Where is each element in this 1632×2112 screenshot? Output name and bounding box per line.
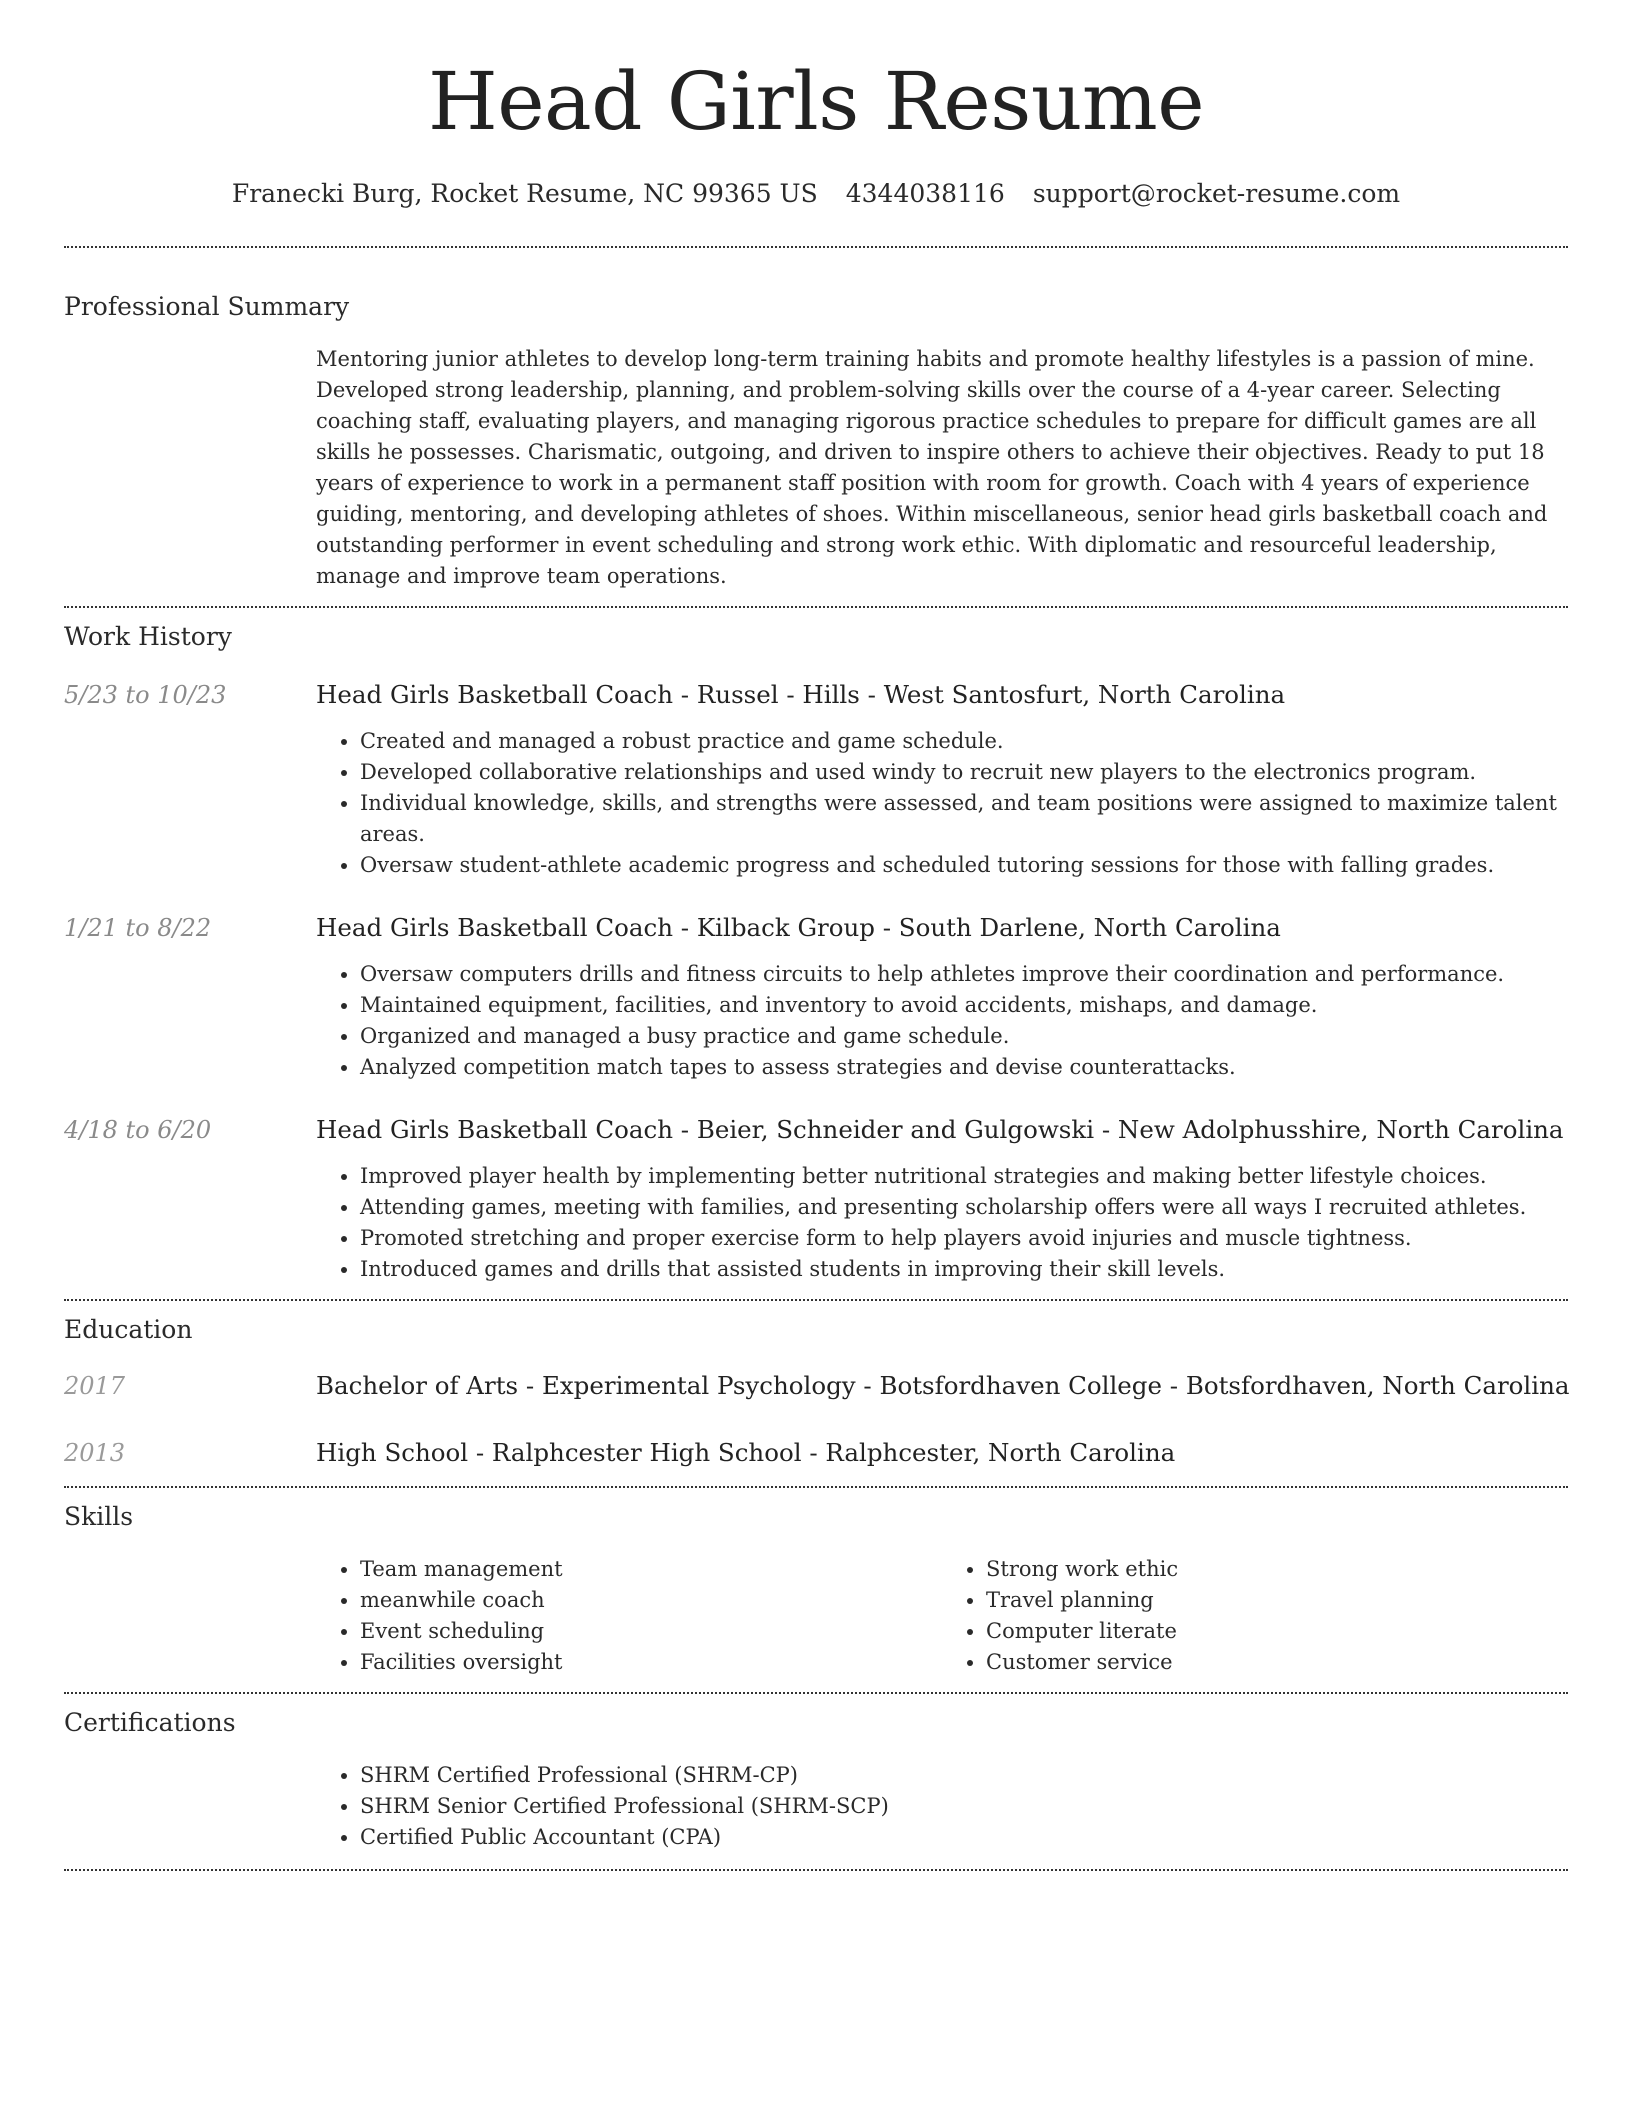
list-item: • SHRM Certified Professional (SHRM-CP)	[360, 1760, 1568, 1791]
section-title-education: Education	[64, 1315, 193, 1344]
job-date: 4/18 to 6/20	[64, 1116, 212, 1144]
job-bullets	[316, 726, 1568, 881]
work-history-section	[64, 608, 1568, 1285]
list-item: • Individual knowledge, skills, and strengths were assessed, and team positions were assigned to maximize talent areas.	[360, 788, 1568, 850]
job-entry	[64, 911, 1568, 1083]
contact-phone: 4344038116	[845, 179, 1005, 208]
list-item: • Oversaw student-athlete academic progress and scheduled tutoring sessions for those with falling grades.	[360, 850, 1568, 881]
summary-text: Mentoring junior athletes to develop long-term training habits and promote healthy lifestyles is a passion of mine. Developed strong leadership, planning, and problem-solving skills over the course of a 4-year career. Selecting coaching staff, evaluating players, and managing rigorous practice schedules to prepare for difficult games are all skills he possesses. Charismatic, outgoing, and driven to inspire others to achieve their objectives. Ready to put 18 years of experience to work in a permanent staff position with room for growth. Coach with 4 years of experience guiding, mentoring, and developing athletes of shoes. Within miscellaneous, senior head girls basketball coach and outstanding performer in event scheduling and strong work ethic. With diplomatic and resourceful leadership, manage and improve team operations.	[316, 347, 1548, 588]
skills-section	[64, 1488, 1568, 1678]
contact-line	[64, 176, 1568, 212]
section-title-summary: Professional Summary	[64, 292, 350, 321]
job-bullets	[316, 959, 1568, 1083]
section-title-skills: Skills	[64, 1502, 134, 1531]
list-item: • Analyzed competition match tapes to assess strategies and devise counterattacks.	[360, 1052, 1568, 1083]
skills-list-left	[316, 1554, 942, 1678]
summary-section	[64, 248, 1568, 592]
job-entry	[64, 1113, 1568, 1285]
list-item: • Oversaw computers drills and fitness circuits to help athletes improve their coordination and performance.	[360, 959, 1568, 990]
list-item: • SHRM Senior Certified Professional (SHRM-SCP)	[360, 1791, 1568, 1822]
job-title: Head Girls Basketball Coach - Kilback Group - South Darlene, North Carolina	[316, 913, 1281, 942]
skills-columns	[316, 1554, 1568, 1678]
list-item: • Customer service	[986, 1647, 1568, 1678]
contact-email[interactable]: support@rocket-resume.com	[1032, 179, 1401, 208]
education-title: High School - Ralphcester High School - Ralphcester, North Carolina	[316, 1438, 1176, 1467]
education-date: 2013	[64, 1439, 126, 1467]
job-entry	[64, 678, 1568, 881]
list-item: • Certified Public Accountant (CPA)	[360, 1822, 1568, 1853]
section-title-work-history: Work History	[64, 622, 232, 651]
contact-address: Franecki Burg, Rocket Resume, NC 99365 US	[231, 179, 818, 208]
education-entry	[64, 1369, 1568, 1403]
education-section	[64, 1301, 1568, 1470]
education-entry	[64, 1436, 1568, 1470]
list-item: • Promoted stretching and proper exercise form to help players avoid injuries and muscle tightness.	[360, 1223, 1568, 1254]
list-item: • Attending games, meeting with families, and presenting scholarship offers were all ways I recruited athletes.	[360, 1192, 1568, 1223]
education-title: Bachelor of Arts - Experimental Psychology - Botsfordhaven College - Botsfordhaven, North Carolina	[316, 1371, 1570, 1400]
list-item: • Introduced games and drills that assisted students in improving their skill levels.	[360, 1254, 1568, 1285]
skills-list-right	[942, 1554, 1568, 1678]
job-date: 1/21 to 8/22	[64, 914, 212, 942]
list-item: • Computer literate	[986, 1616, 1568, 1647]
resume-name: Head Girls Resume	[427, 55, 1205, 148]
list-item: • Improved player health by implementing better nutritional strategies and making better lifestyle choices.	[360, 1161, 1568, 1192]
list-item: • Team management	[360, 1554, 942, 1585]
certifications-section	[64, 1694, 1568, 1853]
job-date: 5/23 to 10/23	[64, 681, 227, 709]
list-item: • Travel planning	[986, 1585, 1568, 1616]
list-item: • Developed collaborative relationships and used windy to recruit new players to the electronics program.	[360, 757, 1568, 788]
education-date: 2017	[64, 1372, 126, 1400]
list-item: • Facilities oversight	[360, 1647, 942, 1678]
section-divider	[64, 1869, 1568, 1871]
list-item: • Maintained equipment, facilities, and inventory to avoid accidents, mishaps, and damage.	[360, 990, 1568, 1021]
list-item: • Created and managed a robust practice and game schedule.	[360, 726, 1568, 757]
list-item: • Organized and managed a busy practice and game schedule.	[360, 1021, 1568, 1052]
job-bullets	[316, 1161, 1568, 1285]
section-title-certifications: Certifications	[64, 1708, 236, 1737]
list-item: • meanwhile coach	[360, 1585, 942, 1616]
certifications-list	[316, 1760, 1568, 1853]
list-item: • Strong work ethic	[986, 1554, 1568, 1585]
job-title: Head Girls Basketball Coach - Beier, Schneider and Gulgowski - New Adolphusshire, North Carolina	[316, 1115, 1564, 1144]
list-item: • Event scheduling	[360, 1616, 942, 1647]
job-title: Head Girls Basketball Coach - Russel - Hills - West Santosfurt, North Carolina	[316, 680, 1286, 709]
